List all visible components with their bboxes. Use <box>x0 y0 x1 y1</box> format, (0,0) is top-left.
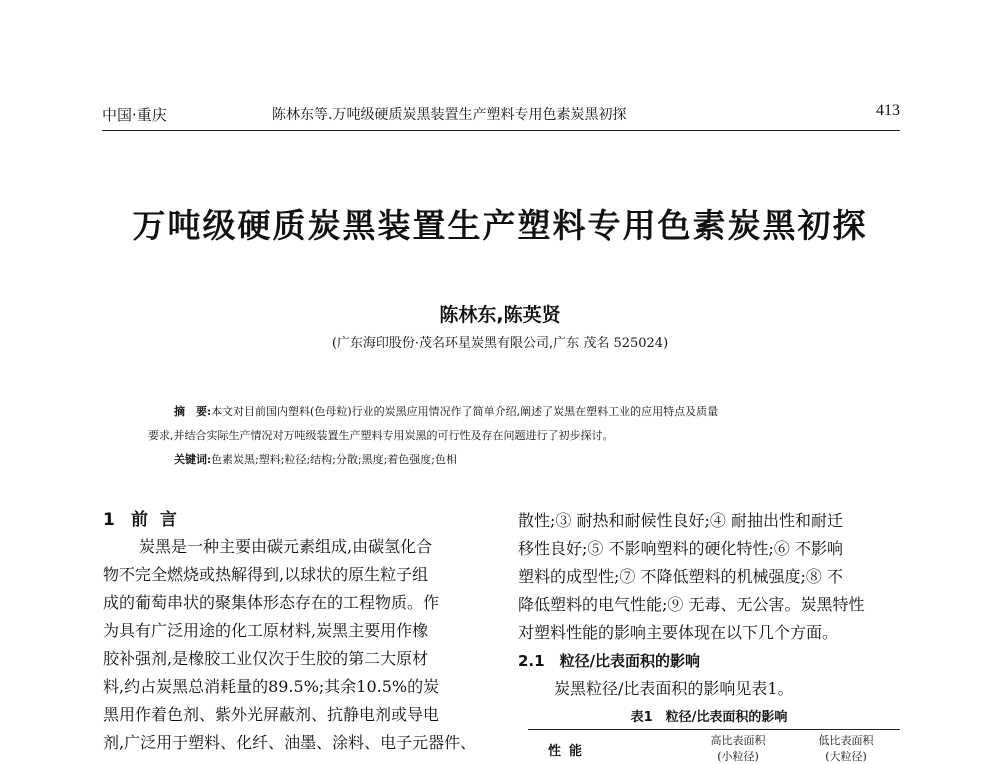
running-header <box>102 100 900 130</box>
table-col-high <box>688 732 788 764</box>
keywords-text: 色素炭黑;塑料;粒径;结构;分散;黑度;着色强度;色相 <box>211 453 458 466</box>
body-line: 对塑料性能的影响主要体现在以下几个方面。 <box>518 623 839 642</box>
keywords-line <box>148 448 860 472</box>
table-col-low-label: 低比表面积 <box>818 734 874 747</box>
table-col-high-label: 高比表面积 <box>710 734 766 747</box>
section-number: 1 <box>103 510 115 530</box>
body-line: 移性良好;⑤ 不影响塑料的硬化特性;⑥ 不影响 <box>518 539 843 558</box>
abstract <box>148 400 860 472</box>
subsection-heading: 2.1 粒径/比表面积的影响 <box>518 652 701 670</box>
authors: 陈林东,陈英贤 <box>439 304 561 326</box>
paper-title: 万吨级硬质炭黑装置生产塑料专用色素炭黑初探 <box>132 206 868 245</box>
body-line: 炭黑是一种主要由碳元素组成,由碳氢化合 <box>139 537 433 556</box>
abstract-line-2: 要求,并结合实际生产情况对万吨级装置生产塑料专用炭黑的可行性及存在问题进行了初步探讨。 <box>148 429 614 442</box>
table-header <box>528 730 900 763</box>
body-line: 降低塑料的电气性能;⑨ 无毒、无公害。炭黑特性 <box>518 595 865 614</box>
body-line: 黑用作着色剂、紫外光屏蔽剂、抗静电剂或导电 <box>103 705 440 724</box>
abstract-label: 摘 要: <box>174 405 212 418</box>
left-column <box>103 507 480 757</box>
body-line: 散性;③ 耐热和耐候性良好;④ 耐抽出性和耐迁 <box>518 511 843 530</box>
body-line: 料,约占炭黑总消耗量的89.5%;其余10.5%的炭 <box>103 677 440 696</box>
body-line: 物不完全燃烧或热解得到,以球状的原生粒子组 <box>103 565 429 584</box>
section-heading <box>103 507 480 533</box>
body-line: 炭黑粒径/比表面积的影响见表1。 <box>554 679 794 698</box>
body-line: 成的葡萄串状的聚集体形态存在的工程物质。作 <box>103 593 440 612</box>
right-column <box>518 507 900 763</box>
affiliation: (广东海印股份·茂名环星炭黑有限公司,广东 茂名 525024) <box>331 336 669 351</box>
body-line: 塑料的成型性;⑦ 不降低塑料的机械强度;⑧ 不 <box>518 567 843 586</box>
journal-location: 中国·重庆 <box>102 106 167 124</box>
table-col-high-sub: (小粒径) <box>717 750 759 763</box>
body-line: 胶补强剂,是橡胶工业仅次于生胶的第二大原材 <box>103 649 429 668</box>
body-line: 剂,广泛用于塑料、化纤、油墨、涂料、电子元器件、 <box>103 733 477 752</box>
body-line: 为具有广泛用途的化工原材料,炭黑主要用作橡 <box>103 621 429 640</box>
abstract-text-1: 本文对目前国内塑料(色母粒)行业的炭黑应用情况作了简单介绍,阐述了炭黑在塑料工业的应用特点及质量 <box>211 405 719 418</box>
table-col-property: 性能 <box>548 744 591 759</box>
abstract-line-1 <box>148 400 860 424</box>
page-number: 413 <box>876 102 900 119</box>
table-caption: 表1 粒径/比表面积的影响 <box>630 710 788 725</box>
running-title: 陈林东等.万吨级硬质炭黑装置生产塑料专用色素炭黑初探 <box>272 107 627 123</box>
table-col-low <box>796 732 896 764</box>
section-title: 前言 <box>131 510 189 530</box>
table-col-low-sub: (大粒径) <box>825 750 867 763</box>
header-rule <box>102 130 900 131</box>
keywords-label: 关键词: <box>174 453 212 466</box>
